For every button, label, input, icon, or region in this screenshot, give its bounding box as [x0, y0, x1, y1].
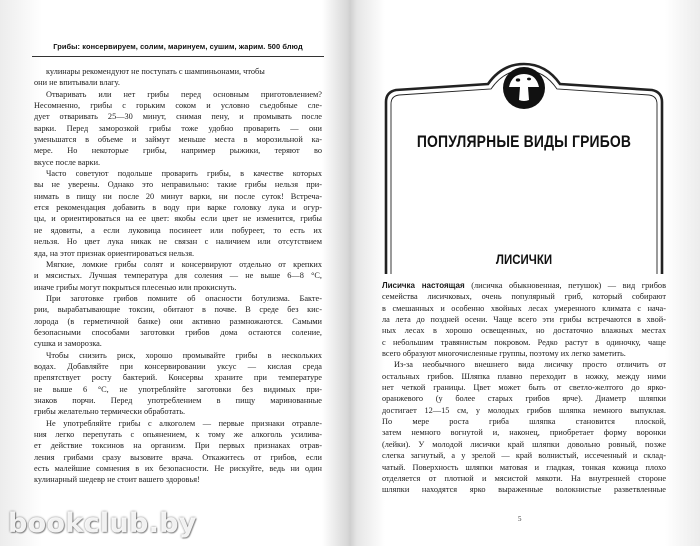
text-line: слегка загнутый, а у зрелой — край волнистый, иссеченный и склад-: [382, 451, 666, 461]
text-line: дует отваривать 25—30 минут, снимая пену, и промывать после: [34, 112, 322, 122]
text-line: они не впитывали влагу.: [34, 78, 120, 88]
text-line: кулинары рекомендуют не поступать с шампиньонами, чтобы: [46, 67, 265, 76]
text-line: нельзя. Но цвет лука никак не связан с наличием или отсутствием: [34, 237, 322, 247]
text-line: сушка и заморозка.: [34, 339, 102, 349]
text-line: Не употребляйте грибы с алкоголем — первые признаки отравле-: [46, 418, 322, 428]
text-line: При заготовке грибов помните об опасности ботулизма. Бакте-: [46, 293, 322, 303]
text-line: не ядовиты, а если луковица посинеет или побуреет, то есть их: [34, 225, 322, 235]
text-line: и мясистых. Лучшая температура для соления — не выше 6—8 °С,: [34, 271, 322, 281]
lead-line: [382, 280, 666, 291]
text-line: всего образуют многочисленные группы, поэтому их легко заметить.: [382, 349, 626, 359]
text-line: иначе грибы могут покрыться плесенью или прокиснуть.: [34, 282, 237, 292]
text-line: Мягкие, ломкие грибы солят и консервируют отдельно от крепких: [46, 259, 322, 269]
text-line: Из-за необычного внешнего вида лисичку просто отличить от: [394, 360, 666, 370]
section-title: ПОПУЛЯРНЫЕ ВИДЫ ГРИБОВ: [416, 132, 632, 151]
text-line: Чтобы снизить риск, хорошо промывайте грибы в нескольких: [46, 350, 322, 360]
text-line: цы, и ориентироваться на ее цвет: якобы если цвет не изменится, грибы: [34, 214, 322, 224]
lead-term: Лисичка настоящая: [382, 281, 465, 290]
text-line: достигает 12—15 см, у молодых грибов шляпка немного выпуклая.: [382, 405, 666, 415]
mushroom-icon: [500, 66, 548, 110]
text-line: нет четкой границы. Цвет может быть от светло-желтого до ярко-: [382, 383, 666, 393]
text-line: мере. Но некоторые грибы, например рыжики, теряют во: [34, 146, 322, 156]
text-line: вы не уверены. Однако это неправильно: такие грибы нельзя при-: [34, 180, 322, 190]
text-line: чатый. Поверхность шляпки матовая и гладкая, тонкая кожица плохо: [382, 462, 666, 472]
text-line: вкусе после варки.: [34, 157, 101, 167]
text-line: ет действие токсинов на организм. При первых признаках отрав-: [34, 441, 322, 451]
text-line: семейства лисичковых, очень популярный гриб, который собирают: [382, 292, 666, 302]
text-line: яда, на этот признак ориентироваться нельзя.: [34, 248, 195, 258]
text-line: отделяется от плотной и мясистой мякоти. На внутренней стороне: [382, 473, 666, 483]
text-line: варки. Перед заморозкой грибы тоже удобно проварить — они: [34, 123, 322, 133]
text-line: препятствует росту бактерий. Консервы храните при температуре: [34, 373, 322, 383]
text-line: ния легко перепутать с опьянением, к тому же алкоголь усилива-: [34, 430, 322, 439]
page-number: 5: [518, 515, 522, 523]
text-line: нимать в пищу ни после 20 минут варки, ни после суток! Встреча-: [34, 191, 322, 201]
text-line: оранжевого (у более старых грибов ярче). Диаметр шляпки: [382, 394, 666, 404]
text-line: не выше 6 °С, не употребляйте заготовки без видимых при-: [34, 384, 322, 394]
text-line: (лейки). У молодой лисички край шляпки довольно ровный, позже: [382, 439, 666, 449]
text-line: лорода (в герметичной банке) они активно размножаются. Самыми: [34, 316, 322, 326]
text-line: остальных грибов. Шляпка плавно переходит в ножку, между ними: [382, 371, 666, 381]
text-line: в смешанных и особенно хвойных лесах умеренного климата с нача-: [382, 303, 666, 313]
text-line: безопасными способами заготовки грибов дома остаются соление,: [34, 327, 322, 337]
section-arch-frame: [384, 62, 664, 274]
text-line: с небольшим травянистым покровом. Редко растут в одиночку, чаще: [382, 337, 666, 347]
text-line: ления грибами сразу вызовите врача. Откажитесь от грибов, если: [34, 452, 322, 462]
left-body-text: [34, 66, 322, 486]
text-line: есть малейшие сомнения в их безопасности. Не рискуйте, ведь ни один: [34, 464, 322, 474]
text-line: водах. Добавляйте при консервировании уксус — кислая среда: [34, 361, 322, 371]
right-lines: [382, 291, 666, 495]
text-line: уменьшатся в объеме и займут меньше места в морозильной ка-: [34, 135, 322, 145]
lead-rest: (лисичка обыкновенная, петушок) — вид грибов: [464, 281, 666, 290]
text-line: грибы желательно термически обработать.: [34, 407, 186, 417]
text-line: Несомненно, грибы с горьким соком и условно съедобные сле-: [34, 101, 322, 111]
text-line: кулинарный шедевр не стоит вашего здоровья!: [34, 475, 200, 485]
text-line: ных лесах в хорошо освещенных, но достаточно влажных местах: [382, 326, 666, 336]
text-line: Часто советуют подольше проварить грибы, в качестве которых: [46, 169, 322, 179]
text-line: рии, вырабатывающие токсин, обитают в почве. В среде без кис-: [34, 305, 322, 315]
text-line: шляпки находятся ярко выраженные волокнистые разветвленные: [382, 485, 666, 495]
text-line: затем немного вогнутой и, наконец, приобретает форму воронки: [382, 428, 666, 438]
running-head: Грибы: консервируем, солим, маринуем, сушим, жарим. 500 блюд: [53, 42, 303, 51]
article-title: ЛИСИЧКИ: [495, 252, 553, 267]
text-line: ла лета до поздней осени. Чаще всего эти грибы встречаются в хвой-: [382, 315, 666, 325]
text-line: Отваривать или нет грибы перед основным приготовлением?: [46, 89, 322, 99]
text-line: ется рекомендация добавить в воду при варке головку лука и огур-: [34, 203, 322, 213]
right-body-text: [382, 280, 666, 496]
header-rule: [32, 56, 324, 57]
text-line: знаков порчи. Перед употреблением в пищу маринованные: [34, 395, 322, 405]
text-line: По мере роста гриба шляпка становится плоской,: [382, 417, 666, 427]
watermark-logo: bookclub.by: [8, 508, 197, 539]
